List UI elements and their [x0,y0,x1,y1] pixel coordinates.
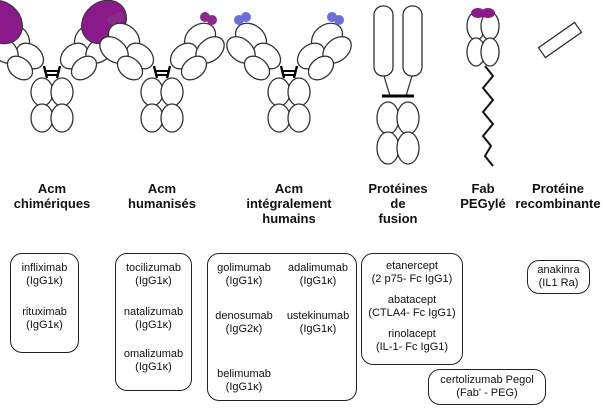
drug-box-recombinant [527,260,590,294]
human-antibody-icon [222,12,357,132]
category-label-chimeric: Acm chimériques [13,181,91,211]
drug-certolizumab: certolizumab Pegol (Fab' - PEG) [440,374,534,399]
drug-box-chimeric [10,253,79,353]
drug-ustekinumab: ustekinumab (IgG1κ) [286,310,350,335]
drug-natalizumab: natalizumab (IgG1κ) [123,306,184,331]
drug-adalimumab: adalimumab (IgG1κ) [288,262,348,287]
fusion-protein-icon [374,6,422,164]
drug-rituximab: rituximab (IgG1κ) [22,306,67,331]
recombinant-protein-icon [539,22,582,57]
drug-infliximab: infliximab (IgG1κ) [21,262,68,287]
category-label-humanized: Acm humanisés [128,181,196,211]
category-label-recombinant: Protéine recombinante [515,181,601,211]
drug-box-humanized [115,253,192,391]
drug-box-fusion [361,253,463,365]
drug-etanercept: etanercept (2 p75- Fc IgG1) [371,260,453,285]
drug-abatacept: abatacept (CTLA4- Fc IgG1) [368,294,456,319]
humanized-antibody-icon [95,12,230,132]
drug-rinolacept: rinolacept (IL-1- Fc IgG1) [375,328,449,353]
drug-box-fab [428,369,546,405]
drug-denosumab: denosumab (IgG2κ) [215,310,273,335]
drug-omalizumab: omalizumab (IgG1κ) [123,348,184,373]
pegylated-fab-icon [467,8,499,166]
drug-belimumab: belimumab (IgG1κ) [217,368,271,393]
category-label-fab: Fab PEGylé [460,181,506,211]
drug-box-human [207,253,357,401]
category-label-human: Acm intégralement humains [246,181,332,226]
drug-anakinra: anakinra (IL1 Ra) [537,264,580,289]
category-label-fusion: Protéines de fusion [368,181,428,226]
drug-golimumab: golimumab (IgG1κ) [217,262,271,287]
drug-tocilizumab: tocilizumab (IgG1κ) [125,262,182,287]
